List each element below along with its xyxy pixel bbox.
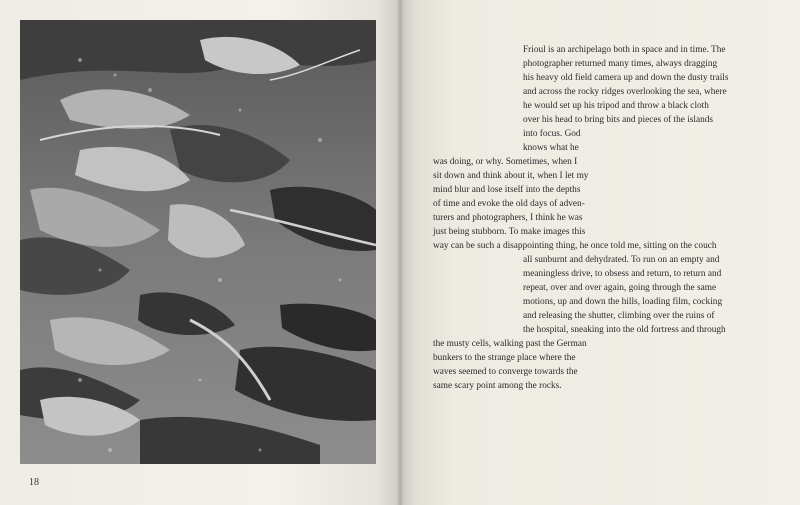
text-line: knows what he <box>523 143 579 153</box>
text-line: the hospital, sneaking into the old fortress and through <box>523 325 726 335</box>
text-line: all sunburnt and dehydrated. To run on an empty and <box>523 255 720 265</box>
text-line: Frioul is an archipelago both in space and in time. The <box>523 45 726 55</box>
text-line: bunkers to the strange place where the <box>433 353 576 363</box>
text-line: repeat, over and over again, going through the same <box>523 283 717 293</box>
page-number: 18 <box>29 477 39 488</box>
text-line: same scary point among the rocks. <box>433 381 562 391</box>
text-line: was doing, or why. Sometimes, when I <box>433 157 578 167</box>
book-gutter <box>396 0 404 505</box>
text-line: waves seemed to converge towards the <box>433 367 578 377</box>
text-line: into focus. God <box>523 129 581 139</box>
text-line: and across the rocky ridges overlooking the sea, where <box>523 87 727 97</box>
text-line: mind blur and lose itself into the depths <box>433 185 581 195</box>
text-line: motions, up and down the hills, loading film, cocking <box>523 297 723 307</box>
text-line: photographer returned many times, always dragging <box>523 59 718 69</box>
text-line: sit down and think about it, when I let my <box>433 171 589 181</box>
text-line: of time and evoke the old days of adven- <box>433 199 585 209</box>
body-text <box>400 0 800 505</box>
text-line: just being stubborn. To make images this <box>433 227 586 237</box>
text-line: turers and photographers, I think he was <box>433 213 583 223</box>
text-line: his heavy old field camera up and down the dusty trails <box>523 73 729 83</box>
text-line: over his head to bring bits and pieces of the islands <box>523 115 714 125</box>
right-page <box>400 0 800 505</box>
text-line: the musty cells, walking past the German <box>433 339 587 349</box>
landscape-photo-icon <box>20 20 376 464</box>
landscape-photo <box>20 20 376 464</box>
text-line: way can be such a disappointing thing, he once told me, sitting on the couch <box>433 241 717 251</box>
text-line: he would set up his tripod and throw a black cloth <box>523 101 709 111</box>
text-line: meaningless drive, to obsess and return, to return and <box>523 269 722 279</box>
text-line: and releasing the shutter, climbing over the ruins of <box>523 311 715 321</box>
